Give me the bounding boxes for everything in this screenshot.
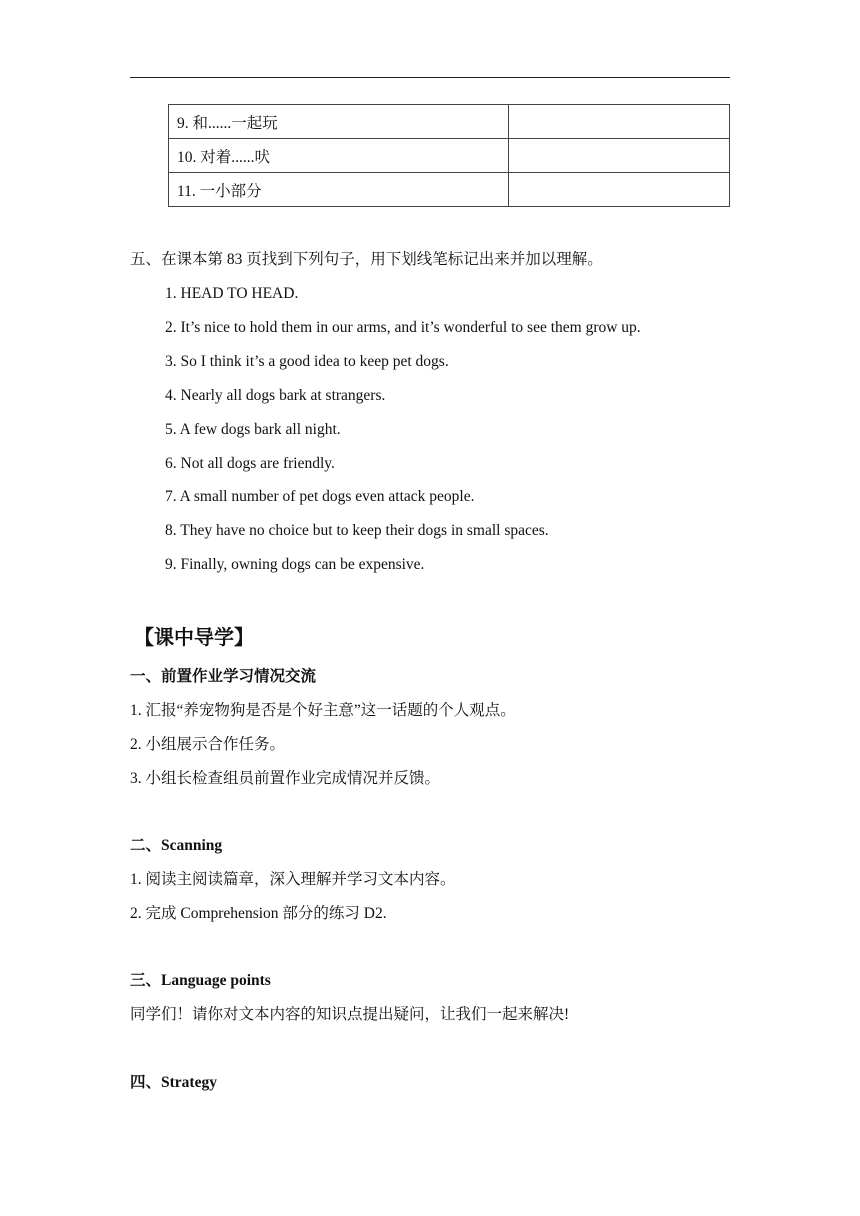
vocab-table bbox=[168, 104, 730, 207]
table-cell-answer bbox=[508, 139, 729, 173]
sentence-item: 2. It’s nice to hold them in our arms, and it’s wonderful to see them grow up. bbox=[165, 319, 641, 336]
part2-item: 1. 阅读主阅读篇章，深入理解并学习文本内容。 bbox=[130, 871, 456, 888]
part1-item: 1. 汇报“养宠物狗是否是个好主意”这一话题的个人观点。 bbox=[130, 702, 516, 719]
table-row bbox=[169, 173, 730, 207]
table-cell-phrase: 10. 对着......吠 bbox=[169, 139, 509, 173]
sentence-item: 5. A few dogs bark all night. bbox=[165, 421, 341, 438]
part3-heading: 三、Language points bbox=[130, 972, 271, 989]
sentence-item: 3. So I think it’s a good idea to keep pet dogs. bbox=[165, 353, 449, 370]
sentence-item: 7. A small number of pet dogs even attack people. bbox=[165, 488, 475, 505]
part1-item: 2. 小组展示合作任务。 bbox=[130, 736, 286, 753]
table-cell-answer bbox=[508, 173, 729, 207]
sentence-item: 9. Finally, owning dogs can be expensive. bbox=[165, 556, 425, 573]
table-row bbox=[169, 139, 730, 173]
part2-heading: 二、Scanning bbox=[130, 837, 223, 854]
table-cell-answer bbox=[508, 105, 729, 139]
part1-item: 3. 小组长检查组员前置作业完成情况并反馈。 bbox=[130, 770, 441, 787]
sentence-item: 6. Not all dogs are friendly. bbox=[165, 455, 335, 472]
header-rule bbox=[130, 77, 730, 78]
in-class-title: 【课中导学】 bbox=[134, 625, 254, 649]
part2-item: 2. 完成 Comprehension 部分的练习 D2. bbox=[130, 905, 387, 922]
part3-text: 同学们！请你对文本内容的知识点提出疑问，让我们一起来解决! bbox=[130, 1006, 570, 1023]
table-cell-phrase: 11. 一小部分 bbox=[169, 173, 509, 207]
sentence-item: 8. They have no choice but to keep their dogs in small spaces. bbox=[165, 522, 549, 539]
part4-heading: 四、Strategy bbox=[130, 1074, 217, 1091]
part1-heading: 一、前置作业学习情况交流 bbox=[130, 668, 317, 685]
sentence-item: 4. Nearly all dogs bark at strangers. bbox=[165, 387, 386, 404]
table-row bbox=[169, 105, 730, 139]
sentence-item: 1. HEAD TO HEAD. bbox=[165, 285, 299, 302]
section5-heading: 五、在课本第 83 页找到下列句子，用下划线笔标记出来并加以理解。 bbox=[130, 251, 603, 268]
table-cell-phrase: 9. 和......一起玩 bbox=[169, 105, 509, 139]
